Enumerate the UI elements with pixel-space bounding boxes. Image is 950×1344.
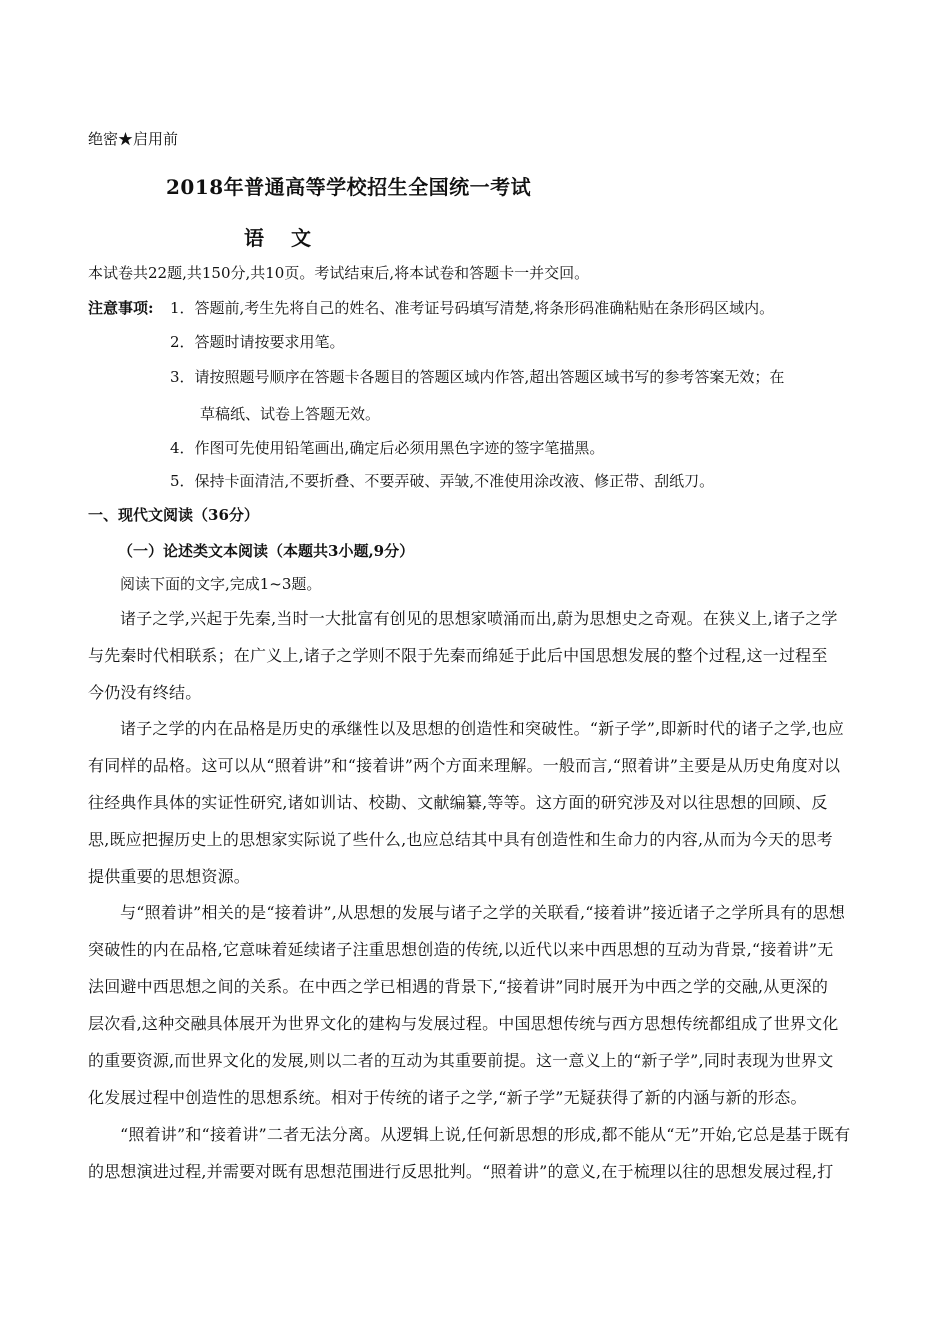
passage-line: 与先秦时代相联系；在广义上,诸子之学则不限于先秦而绵延于此后中国思想发展的整个过程,这一过程至 <box>88 646 828 665</box>
passage-line: 与“照着讲”相关的是“接着讲”,从思想的发展与诸子之学的关联看,“接着讲”接近诸子之学所具有的思想 <box>120 903 846 922</box>
reading-instruction: 阅读下面的文字,完成1~3题。 <box>120 575 322 593</box>
passage-line: 今仍没有终结。 <box>88 683 202 702</box>
notes-item: 1．答题前,考生先将自己的姓名、准考证号码填写清楚,将条形码准确粘贴在条形码区域内。 <box>170 299 775 317</box>
passage-line: 的重要资源,而世界文化的发展,则以二者的互动为其重要前提。这一意义上的“新子学”,同时表现为世界文 <box>88 1051 834 1070</box>
exam-title: 2018年普通高等学校招生全国统一考试 <box>166 175 532 199</box>
passage-line: 突破性的内在品格,它意味着延续诸子注重思想创造的传统,以近代以来中西思想的互动为背景,“接着讲”无 <box>88 940 834 959</box>
passage-line: 往经典作具体的实证性研究,诸如训诂、校勘、文献编纂,等等。这方面的研究涉及对以往思想的回顾、反 <box>88 793 828 812</box>
notes-item: 5．保持卡面清洁,不要折叠、不要弄破、弄皱,不准使用涂改液、修正带、刮纸刀。 <box>170 472 715 490</box>
passage-line: 提供重要的思想资源。 <box>88 867 251 886</box>
subject-title: 语 文 <box>244 226 321 250</box>
passage-line: 法回避中西思想之间的关系。在中西之学已相遇的背景下,“接着讲”同时展开为中西之学的交融,从更深的 <box>88 977 829 996</box>
notes-item: 3．请按照题号顺序在答题卡各题目的答题区域内作答,超出答题区域书写的参考答案无效；在 <box>170 368 785 386</box>
passage-line: 化发展过程中创造性的思想系统。相对于传统的诸子之学,“新子学”无疑获得了新的内涵与新的形态。 <box>88 1088 807 1107</box>
notes-item-continuation: 草稿纸、试卷上答题无效。 <box>200 405 381 423</box>
secret-mark: 绝密★启用前 <box>88 130 179 148</box>
passage-line: 诸子之学的内在品格是历史的承继性以及思想的创造性和突破性。“新子学”,即新时代的诸子之学,也应 <box>120 719 844 738</box>
section-heading: 一、现代文阅读（36分） <box>88 506 259 524</box>
notes-item: 4．作图可先使用铅笔画出,确定后必须用黑色字迹的签字笔描黑。 <box>170 439 605 457</box>
passage-line: 思,既应把握历史上的思想家实际说了些什么,也应总结其中具有创造性和生命力的内容,从而为今天的思考 <box>88 830 833 849</box>
notes-label: 注意事项: <box>88 299 154 317</box>
passage-line: 有同样的品格。这可以从“照着讲”和“接着讲”两个方面来理解。一般而言,“照着讲”主要是从历史角度对以 <box>88 756 841 775</box>
notes-item: 2．答题时请按要求用笔。 <box>170 333 345 351</box>
section-subheading: （一）论述类文本阅读（本题共3小题,9分） <box>118 542 415 560</box>
passage-line: “照着讲”和“接着讲”二者无法分离。从逻辑上说,任何新思想的形成,都不能从“无”开始,它总是基于既有 <box>120 1125 851 1144</box>
passage-line: 的思想演进过程,并需要对既有思想范围进行反思批判。“照着讲”的意义,在于梳理以往的思想发展过程,打 <box>88 1162 834 1181</box>
exam-intro: 本试卷共22题,共150分,共10页。考试结束后,将本试卷和答题卡一并交回。 <box>88 264 590 282</box>
passage-line: 诸子之学,兴起于先秦,当时一大批富有创见的思想家喷涌而出,蔚为思想史之奇观。在狭义上,诸子之学 <box>120 609 838 628</box>
passage-line: 层次看,这种交融具体展开为世界文化的建构与发展过程。中国思想传统与西方思想传统都组成了世界文化 <box>88 1014 839 1033</box>
